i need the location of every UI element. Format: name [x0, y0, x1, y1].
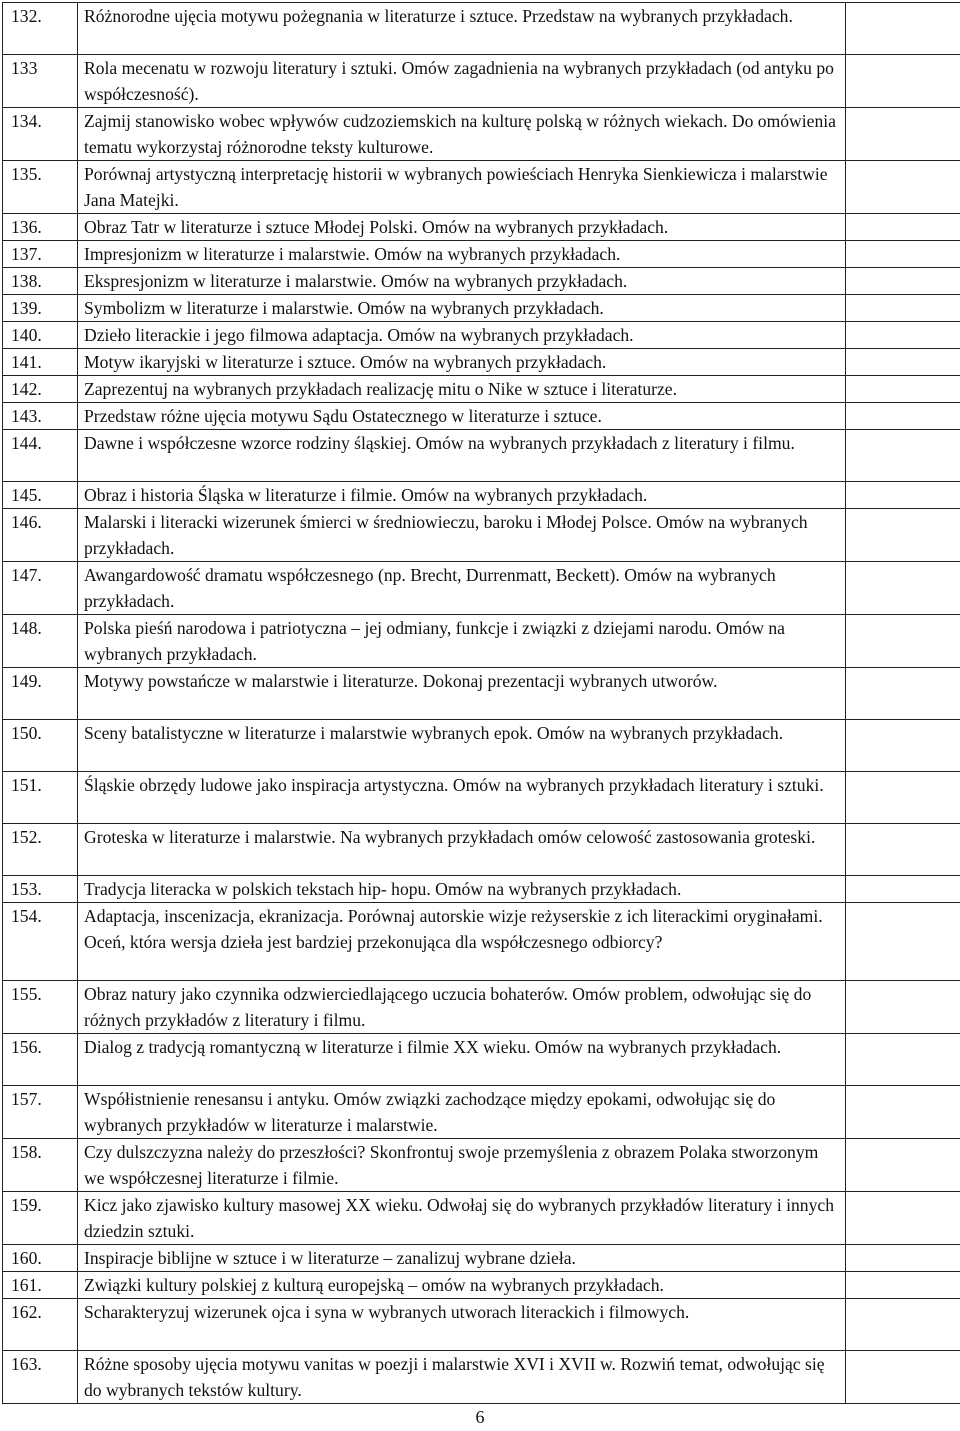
item-topic-text: Motywy powstańcze w malarstwie i literaturze. Dokonaj prezentacji wybranych utworów.: [78, 668, 846, 720]
item-empty-cell: [846, 349, 960, 376]
item-topic-text: Inspiracje biblijne w sztuce i w literaturze – zanalizuj wybrane dzieła.: [78, 1245, 846, 1272]
table-row: [3, 615, 960, 668]
item-empty-cell: [846, 108, 960, 161]
item-empty-cell: [846, 615, 960, 668]
item-number: 158.: [3, 1139, 78, 1192]
item-number: 154.: [3, 903, 78, 981]
table-row: [3, 241, 960, 268]
item-number: 155.: [3, 981, 78, 1034]
item-empty-cell: [846, 772, 960, 824]
item-number: 157.: [3, 1086, 78, 1139]
item-topic-text: Dawne i współczesne wzorce rodziny śląskiej. Omów na wybranych przykładach z literatury i filmu.: [78, 430, 846, 482]
item-empty-cell: [846, 903, 960, 981]
item-topic-text: Scharakteryzuj wizerunek ojca i syna w wybranych utworach literackich i filmowych.: [78, 1299, 846, 1351]
page-number: 6: [475, 1407, 485, 1427]
item-empty-cell: [846, 214, 960, 241]
item-number: 140.: [3, 322, 78, 349]
item-empty-cell: [846, 509, 960, 562]
item-empty-cell: [846, 268, 960, 295]
item-empty-cell: [846, 824, 960, 876]
item-topic-text: Adaptacja, inscenizacja, ekranizacja. Porównaj autorskie wizje reżyserskie z ich literackimi oryginałami. Oceń, która wersja dzieła jest bardziej przekonująca dla współczesnego odbiorcy?: [78, 903, 846, 981]
item-number: 160.: [3, 1245, 78, 1272]
item-topic-text: Zajmij stanowisko wobec wpływów cudzoziemskich na kulturę polską w różnych wiekach. Do omówienia tematu wykorzystaj różnorodne teksty kulturowe.: [78, 108, 846, 161]
item-topic-text: Awangardowość dramatu współczesnego (np. Brecht, Durrenmatt, Beckett). Omów na wybranych przykładach.: [78, 562, 846, 615]
item-empty-cell: [846, 668, 960, 720]
item-empty-cell: [846, 1245, 960, 1272]
item-topic-text: Symbolizm w literaturze i malarstwie. Omów na wybranych przykładach.: [78, 295, 846, 322]
table-row: [3, 720, 960, 772]
item-topic-text: Groteska w literaturze i malarstwie. Na wybranych przykładach omów celowość zastosowania groteski.: [78, 824, 846, 876]
item-topic-text: Dialog z tradycją romantyczną w literaturze i filmie XX wieku. Omów na wybranych przykładach.: [78, 1034, 846, 1086]
item-empty-cell: [846, 1272, 960, 1299]
item-number: 163.: [3, 1351, 78, 1404]
item-empty-cell: [846, 430, 960, 482]
item-topic-text: Różnorodne ujęcia motywu pożegnania w literaturze i sztuce. Przedstaw na wybranych przykładach.: [78, 3, 846, 55]
table-row: [3, 403, 960, 430]
table-row: [3, 214, 960, 241]
table-row: [3, 509, 960, 562]
item-number: 133: [3, 55, 78, 108]
table-row: [3, 981, 960, 1034]
item-topic-text: Rola mecenatu w rozwoju literatury i sztuki. Omów zagadnienia na wybranych przykładach (od antyku po współczesność).: [78, 55, 846, 108]
item-topic-text: Zaprezentuj na wybranych przykładach realizację mitu o Nike w sztuce i literaturze.: [78, 376, 846, 403]
item-empty-cell: [846, 876, 960, 903]
table-row: [3, 876, 960, 903]
item-empty-cell: [846, 241, 960, 268]
table-row: [3, 1272, 960, 1299]
table-row: [3, 1299, 960, 1351]
item-number: 137.: [3, 241, 78, 268]
item-topic-text: Motyw ikaryjski w literaturze i sztuce. Omów na wybranych przykładach.: [78, 349, 846, 376]
topics-table-body: [3, 3, 960, 1404]
item-topic-text: Polska pieśń narodowa i patriotyczna – jej odmiany, funkcje i związki z dziejami narodu. Omów na wybranych przykładach.: [78, 615, 846, 668]
item-empty-cell: [846, 1034, 960, 1086]
item-empty-cell: [846, 720, 960, 772]
table-row: [3, 161, 960, 214]
item-topic-text: Współistnienie renesansu i antyku. Omów związki zachodzące między epokami, odwołując się do wybranych przykładów w literaturze i malarstwie.: [78, 1086, 846, 1139]
item-topic-text: Obraz natury jako czynnika odzwierciedlającego uczucia bohaterów. Omów problem, odwołując się do różnych przykładów z literatury i filmu.: [78, 981, 846, 1034]
item-empty-cell: [846, 1139, 960, 1192]
item-empty-cell: [846, 55, 960, 108]
item-empty-cell: [846, 1086, 960, 1139]
item-topic-text: Sceny batalistyczne w literaturze i malarstwie wybranych epok. Omów na wybranych przykładach.: [78, 720, 846, 772]
item-number: 143.: [3, 403, 78, 430]
table-row: [3, 1192, 960, 1245]
table-row: [3, 430, 960, 482]
item-empty-cell: [846, 1192, 960, 1245]
item-empty-cell: [846, 981, 960, 1034]
item-topic-text: Czy dulszczyzna należy do przeszłości? Skonfrontuj swoje przemyślenia z obrazem Polaka stworzonym we współczesnej literaturze i filmie.: [78, 1139, 846, 1192]
item-number: 138.: [3, 268, 78, 295]
item-number: 141.: [3, 349, 78, 376]
item-number: 159.: [3, 1192, 78, 1245]
item-topic-text: Ekspresjonizm w literaturze i malarstwie. Omów na wybranych przykładach.: [78, 268, 846, 295]
item-empty-cell: [846, 376, 960, 403]
table-row: [3, 562, 960, 615]
table-row: [3, 1034, 960, 1086]
table-row: [3, 772, 960, 824]
item-empty-cell: [846, 1351, 960, 1404]
table-row: [3, 1139, 960, 1192]
topics-table: [2, 2, 960, 1404]
item-topic-text: Przedstaw różne ujęcia motywu Sądu Ostatecznego w literaturze i sztuce.: [78, 403, 846, 430]
table-row: [3, 1351, 960, 1404]
table-row: [3, 322, 960, 349]
table-row: [3, 55, 960, 108]
table-row: [3, 482, 960, 509]
table-row: [3, 268, 960, 295]
item-topic-text: Śląskie obrzędy ludowe jako inspiracja artystyczna. Omów na wybranych przykładach literatury i sztuki.: [78, 772, 846, 824]
item-topic-text: Związki kultury polskiej z kulturą europejską – omów na wybranych przykładach.: [78, 1272, 846, 1299]
item-number: 146.: [3, 509, 78, 562]
item-number: 134.: [3, 108, 78, 161]
item-number: 135.: [3, 161, 78, 214]
item-number: 136.: [3, 214, 78, 241]
item-number: 148.: [3, 615, 78, 668]
item-number: 149.: [3, 668, 78, 720]
item-topic-text: Obraz Tatr w literaturze i sztuce Młodej Polski. Omów na wybranych przykładach.: [78, 214, 846, 241]
item-empty-cell: [846, 403, 960, 430]
table-row: [3, 349, 960, 376]
item-number: 139.: [3, 295, 78, 322]
item-number: 152.: [3, 824, 78, 876]
table-row: [3, 295, 960, 322]
item-number: 150.: [3, 720, 78, 772]
item-number: 156.: [3, 1034, 78, 1086]
table-row: [3, 3, 960, 55]
table-row: [3, 668, 960, 720]
item-empty-cell: [846, 295, 960, 322]
item-number: 145.: [3, 482, 78, 509]
item-number: 147.: [3, 562, 78, 615]
item-number: 162.: [3, 1299, 78, 1351]
item-topic-text: Malarski i literacki wizerunek śmierci w średniowieczu, baroku i Młodej Polsce. Omów na wybranych przykładach.: [78, 509, 846, 562]
table-row: [3, 903, 960, 981]
item-empty-cell: [846, 482, 960, 509]
item-empty-cell: [846, 161, 960, 214]
item-topic-text: Porównaj artystyczną interpretację historii w wybranych powieściach Henryka Sienkiewicza i malarstwie Jana Matejki.: [78, 161, 846, 214]
item-topic-text: Tradycja literacka w polskich tekstach hip- hopu. Omów na wybranych przykładach.: [78, 876, 846, 903]
item-empty-cell: [846, 3, 960, 55]
item-number: 142.: [3, 376, 78, 403]
table-row: [3, 1086, 960, 1139]
table-row: [3, 1245, 960, 1272]
item-topic-text: Impresjonizm w literaturze i malarstwie. Omów na wybranych przykładach.: [78, 241, 846, 268]
item-topic-text: Kicz jako zjawisko kultury masowej XX wieku. Odwołaj się do wybranych przykładów literatury i innych dziedzin sztuki.: [78, 1192, 846, 1245]
item-number: 161.: [3, 1272, 78, 1299]
table-row: [3, 376, 960, 403]
item-empty-cell: [846, 1299, 960, 1351]
item-number: 132.: [3, 3, 78, 55]
table-row: [3, 108, 960, 161]
item-topic-text: Obraz i historia Śląska w literaturze i filmie. Omów na wybranych przykładach.: [78, 482, 846, 509]
table-row: [3, 824, 960, 876]
item-topic-text: Różne sposoby ujęcia motywu vanitas w poezji i malarstwie XVI i XVII w. Rozwiń temat, odwołując się do wybranych tekstów kultury.: [78, 1351, 846, 1404]
item-number: 144.: [3, 430, 78, 482]
item-empty-cell: [846, 322, 960, 349]
item-number: 153.: [3, 876, 78, 903]
item-topic-text: Dzieło literackie i jego filmowa adaptacja. Omów na wybranych przykładach.: [78, 322, 846, 349]
item-empty-cell: [846, 562, 960, 615]
item-number: 151.: [3, 772, 78, 824]
